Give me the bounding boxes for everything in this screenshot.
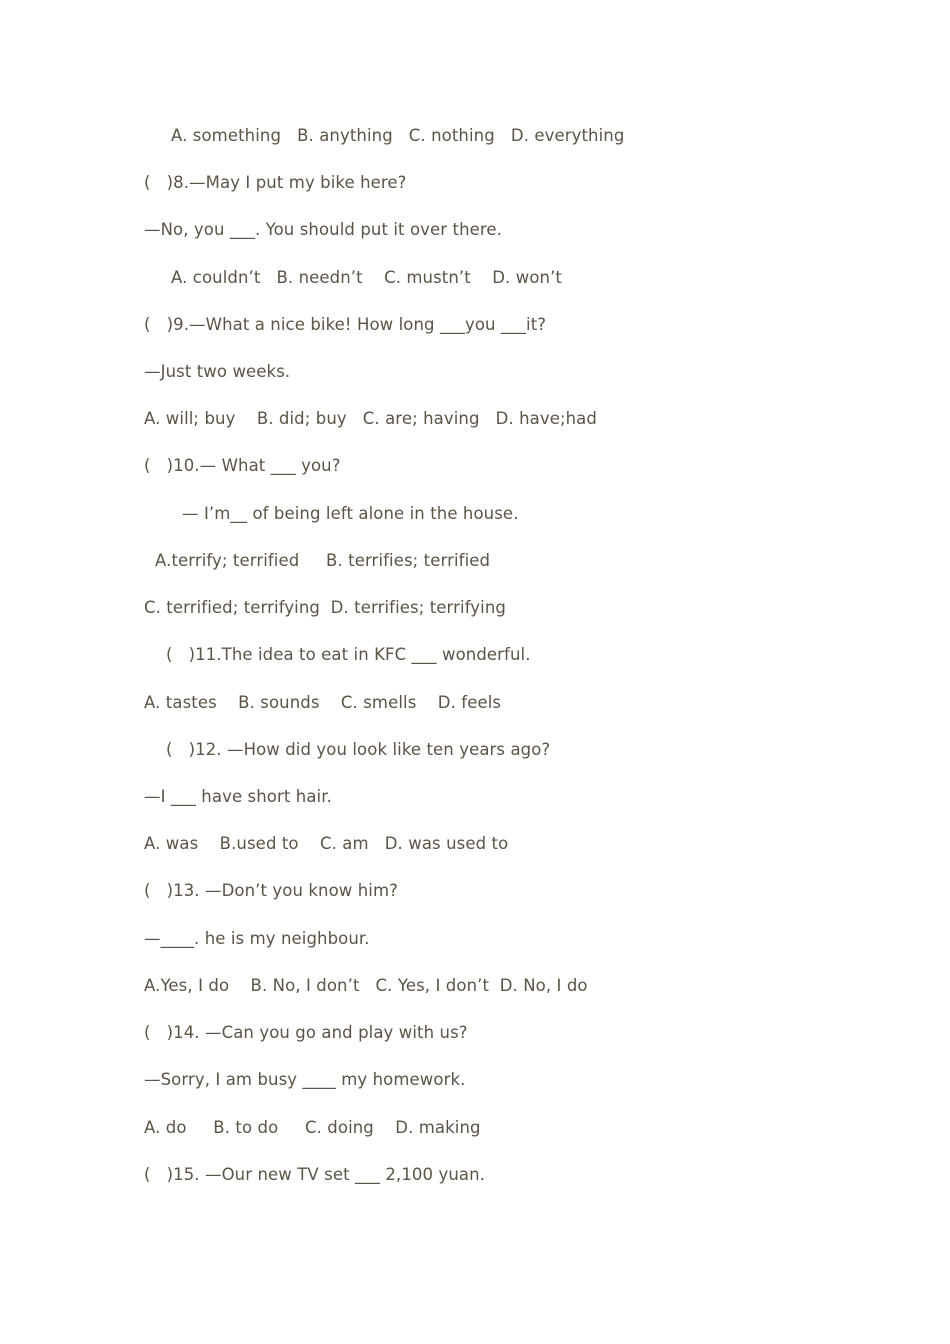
q12-options: A. was B.used to C. am D. was used to <box>144 834 509 853</box>
q10-dialogue: — I’m__ of being left alone in the house. <box>182 504 519 523</box>
q11-question: ( )11.The idea to eat in KFC ___ wonderful. <box>166 645 531 664</box>
q8-dialogue: —No, you ___. You should put it over there. <box>144 220 503 239</box>
q12-dialogue: —I ___ have short hair. <box>144 787 332 806</box>
q14-dialogue: —Sorry, I am busy ____ my homework. <box>144 1070 466 1089</box>
q10-options-ab: A.terrify; terrified B. terrifies; terrified <box>155 551 491 570</box>
q13-dialogue: —____. he is my neighbour. <box>144 929 370 948</box>
q14-question: ( )14. —Can you go and play with us? <box>144 1023 468 1042</box>
q7-options: A. something B. anything C. nothing D. everything <box>171 126 625 145</box>
q15-question: ( )15. —Our new TV set ___ 2,100 yuan. <box>144 1165 486 1184</box>
q12-question: ( )12. —How did you look like ten years ago? <box>166 740 551 759</box>
q8-question: ( )8.—May I put my bike here? <box>144 173 407 192</box>
q13-options: A.Yes, I do B. No, I don’t C. Yes, I don’t D. No, I do <box>144 976 588 995</box>
q14-options: A. do B. to do C. doing D. making <box>144 1118 481 1137</box>
q9-question: ( )9.—What a nice bike! How long ___you ___it? <box>144 315 547 334</box>
q13-question: ( )13. —Don’t you know him? <box>144 881 398 900</box>
q10-question: ( )10.— What ___ you? <box>144 456 341 475</box>
q11-options: A. tastes B. sounds C. smells D. feels <box>144 693 502 712</box>
q9-dialogue: —Just two weeks. <box>144 362 291 381</box>
q10-options-cd: C. terrified; terrifying D. terrifies; terrifying <box>144 598 506 617</box>
q9-options: A. will; buy B. did; buy C. are; having D. have;had <box>144 409 597 428</box>
q8-options: A. couldn’t B. needn’t C. mustn’t D. won’t <box>171 268 562 287</box>
